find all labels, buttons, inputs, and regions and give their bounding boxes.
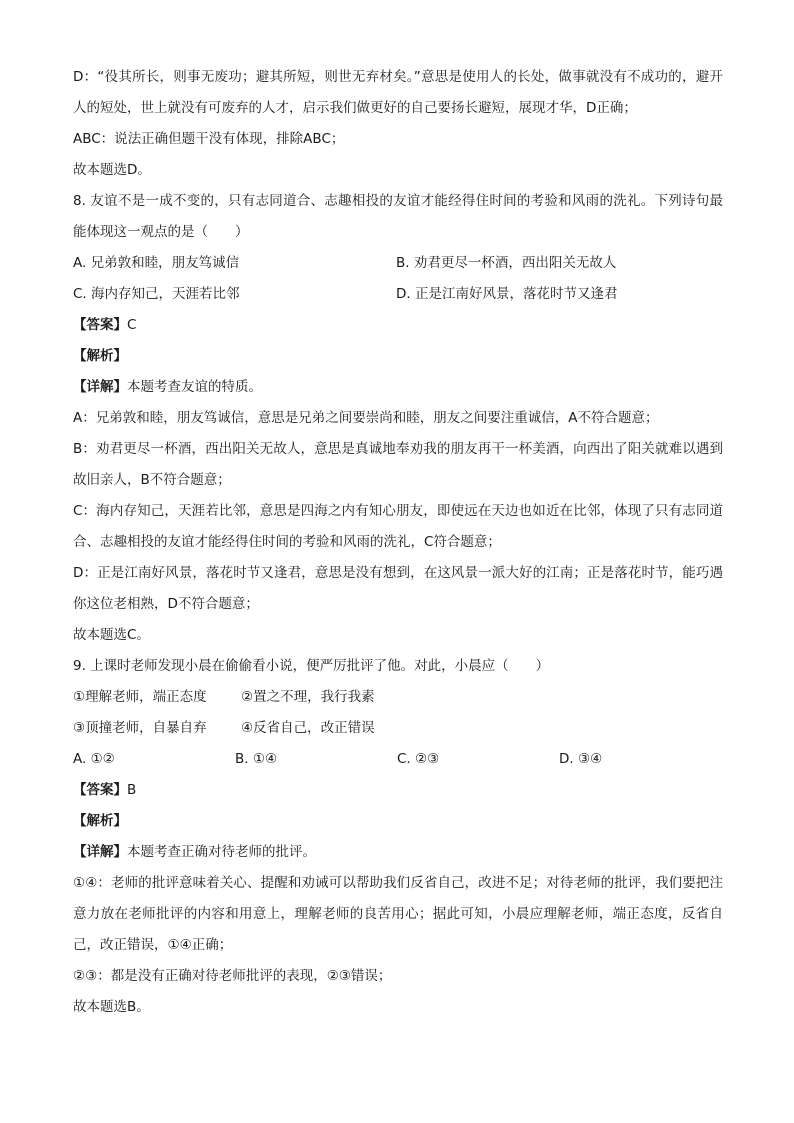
q9-choice-1: ①理解老师，端正态度 [73,689,207,705]
q9-choices-row-2 [73,713,723,744]
q9-detail-text: 本题考查正确对待老师的批评。 [127,844,316,860]
q8-analysis-b: B：劝君更尽一杯酒，西出阳关无故人，意思是真诚地奉劝我的朋友再干一杯美酒，向西出了阳关就难以遇到故旧亲人，B不符合题意； [73,441,723,488]
q9-choice-4: ④反省自己，改正错误 [241,720,375,736]
q9-option-b: B. ①④ [235,751,278,767]
q9-analysis [73,806,723,837]
q9-answer [73,775,723,806]
prev-d-analysis: D：“役其所长，则事无废功；避其所短，则世无弃材矣。”意思是使用人的长处，做事就没有不成功的，避开人的短处，世上就没有可废弃的人才，启示我们做更好的自己要扬长避短，展现才华，D正确； [73,69,723,116]
q9-analysis-tag: 【解析】 [73,813,127,829]
q9-conclusion: 故本题选B。 [73,999,150,1015]
q8-option-c: C. 海内存知己，天涯若比邻 [73,286,240,302]
q9-analysis-23: ②③：都是没有正确对待老师批评的表现，②③错误； [73,968,392,984]
q8-option-b: B. 劝君更尽一杯酒，西出阳关无故人 [396,255,617,271]
q9-analysis-14: ①④：老师的批评意味着关心、提醒和劝诫可以帮助我们反省自己，改进不足；对待老师的批评，我们要把注意力放在老师批评的内容和用意上，理解老师的良苦用心；据此可知，小晨应理解老师，端正态度，反省自己，改正错误，①④正确； [73,875,723,953]
q8-analysis-c: C：海内存知己，天涯若比邻，意思是四海之内有知心朋友，即使远在天边也如近在比邻，体现了只有志同道合、志趣相投的友谊才能经得住时间的考验和风雨的洗礼，C符合题意； [73,503,723,550]
q9-option-d: D. ③④ [559,751,603,767]
q9-answer-value: B [127,782,137,798]
q8-options-row-1 [73,248,723,279]
q9-option-c: C. ②③ [397,751,440,767]
q8-detail [73,372,723,403]
q9-detail [73,837,723,868]
q9-option-a: A. ①② [73,751,115,767]
q8-options-row-2 [73,279,723,310]
prev-abc-analysis: ABC：说法正确但题干没有体现，排除ABC； [73,131,345,147]
document-page [73,62,723,1023]
q8-option-a: A. 兄弟敦和睦，朋友笃诚信 [73,255,240,271]
q8-detail-text: 本题考查友谊的特质。 [127,379,262,395]
q8-conclusion: 故本题选C。 [73,627,150,643]
q9-answer-tag: 【答案】 [73,782,127,798]
q8-answer [73,310,723,341]
q8-analysis-tag: 【解析】 [73,348,127,364]
q8-option-d: D. 正是江南好风景，落花时节又逢君 [396,286,618,302]
q8-stem: 8. 友谊不是一成不变的，只有志同道合、志趣相投的友谊才能经得住时间的考验和风雨的洗礼。下列诗句最能体现这一观点的是（ ） [73,193,723,240]
prev-conclusion: 故本题选D。 [73,162,151,178]
q8-analysis [73,341,723,372]
q9-stem: 9. 上课时老师发现小晨在偷偷看小说，便严厉批评了他。对此，小晨应（ ） [73,658,550,674]
q9-choice-3: ③顶撞老师，自暴自弃 [73,720,207,736]
q9-choice-2: ②置之不理，我行我素 [241,689,375,705]
q8-answer-value: C [127,317,137,333]
q8-answer-tag: 【答案】 [73,317,127,333]
q9-options-row [73,744,723,775]
q9-detail-tag: 【详解】 [73,844,127,860]
q8-detail-tag: 【详解】 [73,379,127,395]
q8-analysis-d: D：正是江南好风景，落花时节又逢君，意思是没有想到，在这风景一派大好的江南；正是落花时节，能巧遇你这位老相熟，D不符合题意； [73,565,723,612]
q8-analysis-a: A：兄弟敦和睦，朋友笃诚信，意思是兄弟之间要崇尚和睦，朋友之间要注重诚信，A不符合题意； [73,410,659,426]
q9-choices-row-1 [73,682,723,713]
